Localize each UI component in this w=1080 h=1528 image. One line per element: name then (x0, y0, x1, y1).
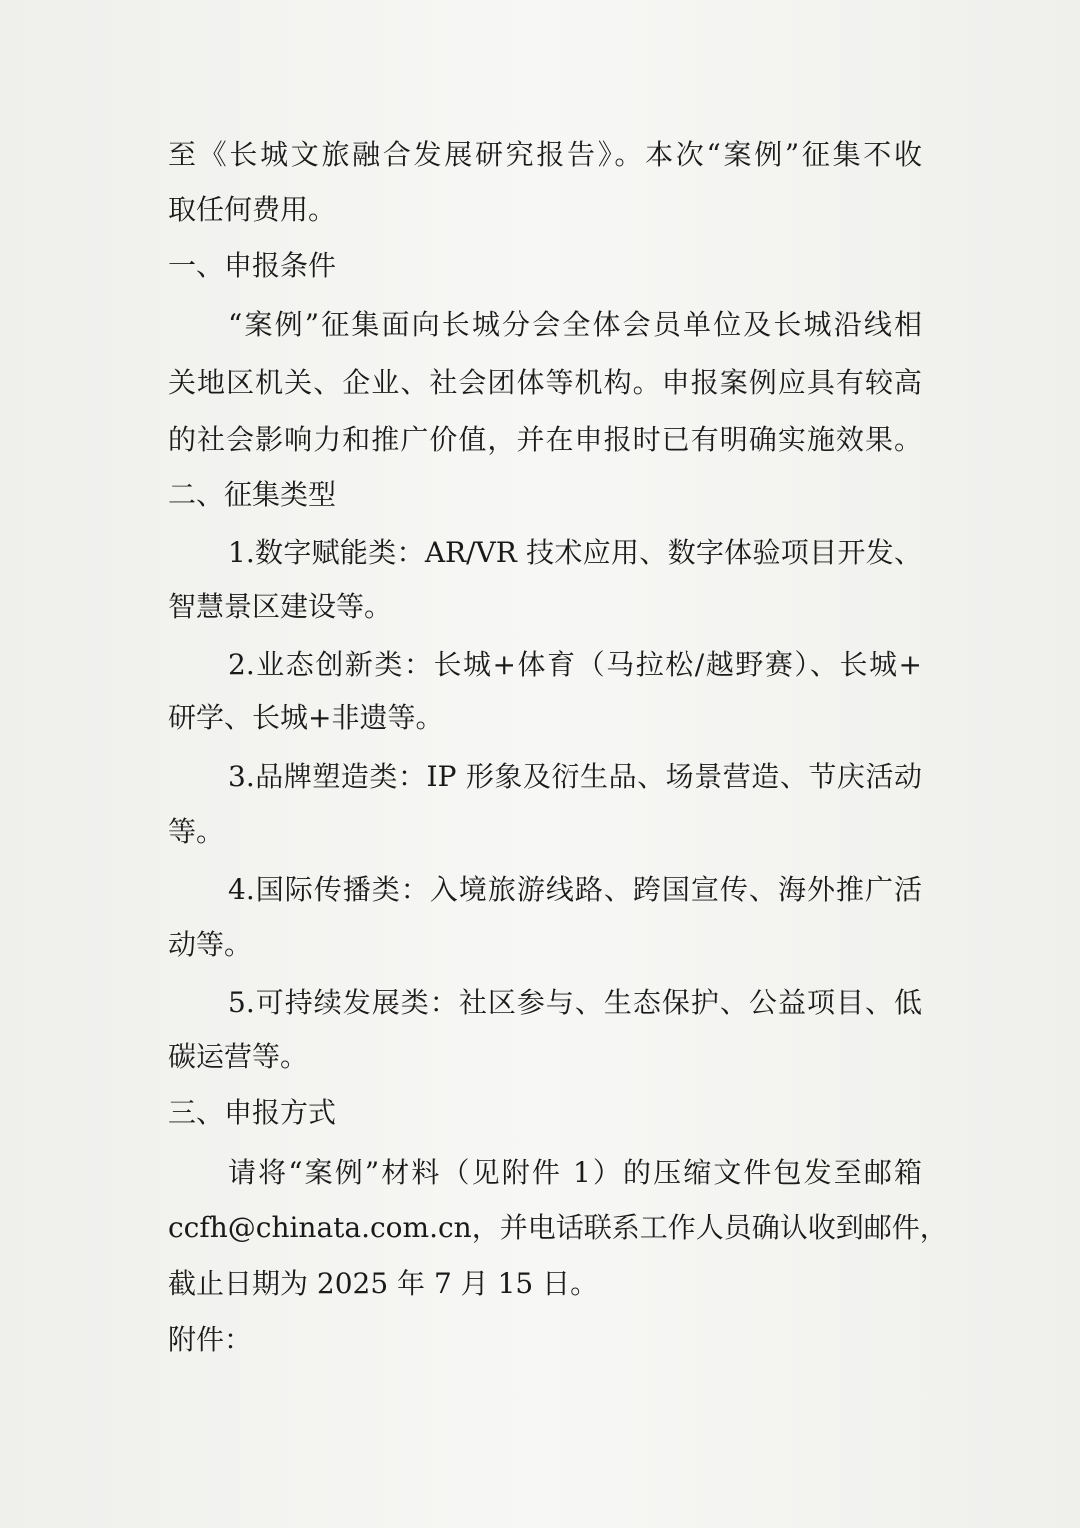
paragraph-line: 关地区机关、企业、社会团体等机构。申报案例应具有较高 (168, 366, 922, 399)
list-item: 2.业态创新类：长城+体育（马拉松/越野赛）、长城+ (228, 648, 922, 681)
list-item: 5.可持续发展类：社区参与、生态保护、公益项目、低 (228, 986, 922, 1019)
paragraph-line: 至《长城文旅融合发展研究报告》。本次“案例”征集不收 (168, 138, 922, 171)
list-item-continuation: 智慧景区建设等。 (168, 590, 393, 623)
list-item: 4.国际传播类：入境旅游线路、跨国宣传、海外推广活 (228, 873, 922, 906)
section-heading: 三、申报方式 (168, 1096, 337, 1129)
list-item-continuation: 研学、长城+非遗等。 (168, 701, 444, 734)
list-item: 1.数字赋能类：AR/VR 技术应用、数字体验项目开发、 (228, 536, 922, 569)
paragraph-line-email: ccfh@chinata.com.cn，并电话联系工作人员确认收到邮件， (168, 1211, 948, 1244)
deadline-line: 截止日期为 2025 年 7 月 15 日。 (168, 1267, 599, 1300)
section-heading: 一、申报条件 (168, 249, 337, 282)
list-item-continuation: 碳运营等。 (168, 1040, 309, 1073)
list-item-continuation: 等。 (168, 815, 225, 848)
paragraph-line: 请将“案例”材料（见附件 1）的压缩文件包发至邮箱 (228, 1156, 922, 1189)
paragraph-line: “案例”征集面向长城分会全体会员单位及长城沿线相 (228, 308, 922, 341)
list-item: 3.品牌塑造类：IP 形象及衍生品、场景营造、节庆活动 (228, 760, 922, 793)
paragraph-line: 取任何费用。 (168, 193, 337, 226)
list-item-continuation: 动等。 (168, 928, 253, 961)
section-heading: 二、征集类型 (168, 478, 337, 511)
attachments-label: 附件： (168, 1323, 253, 1356)
paragraph-line: 的社会影响力和推广价值，并在申报时已有明确实施效果。 (168, 423, 922, 456)
